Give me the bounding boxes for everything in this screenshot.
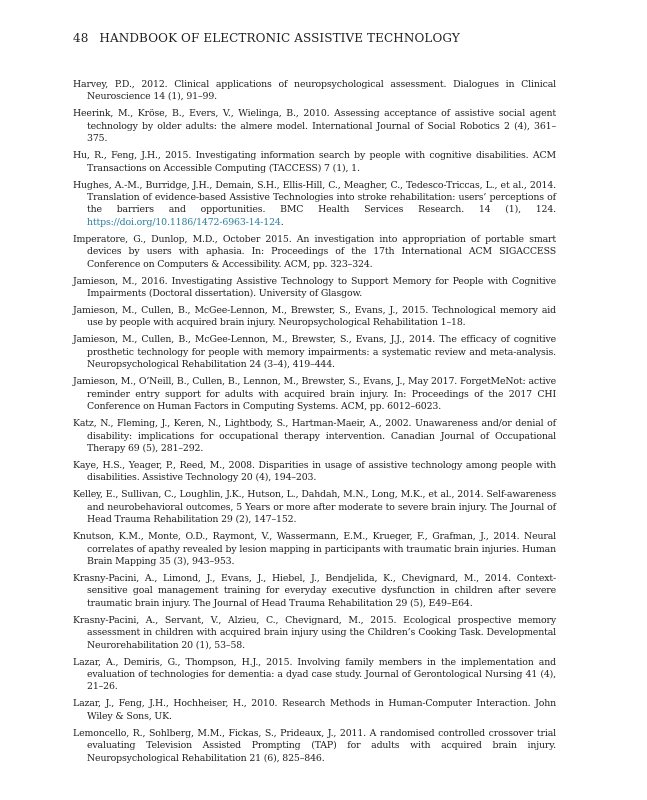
book-title: HANDBOOK OF ELECTRONIC ASSISTIVE TECHNOLOGY (99, 31, 460, 45)
reference-entry (73, 489, 556, 526)
reference-entry (73, 615, 556, 652)
reference-entry (73, 108, 556, 145)
reference-entry (73, 150, 556, 175)
page-number: 48 (73, 31, 89, 45)
reference-entry (73, 460, 556, 485)
reference-entry (73, 531, 556, 568)
reference-entry (73, 376, 556, 413)
reference-list (73, 79, 556, 770)
reference-entry (73, 276, 556, 301)
running-head (73, 31, 460, 45)
reference-entry (73, 728, 556, 765)
reference-entry (73, 180, 556, 230)
reference-entry (73, 698, 556, 723)
reference-text: Krasny-Pacini, A., Servant, V., Alzieu, C., Chevignard, M., 2015. Ecological prospective memory assessment in children with acquired brain injury using the Children’s Cooking Task. Developmental Neurorehabilitation 20 (1), 53–58. (73, 614, 556, 651)
reference-entry (73, 418, 556, 455)
reference-text: Jamieson, M., Cullen, B., McGee-Lennon, M., Brewster, S., Evans, J.J., 2014. The efficacy of cognitive prosthetic technology for people with memory impairments: a systematic review and meta-analysis. Neuropsychological Rehabilitation 24 (3–4), 419–444. (73, 334, 556, 371)
reference-text: Krasny-Pacini, A., Limond, J., Evans, J., Hiebel, J., Bendjelida, K., Chevignard, M., 2014. Context-sensitive goal management training for everyday executive dysfunction in children after severe traumatic brain injury. The Journal of Head Trauma Rehabilitation 29 (5), E49–E64. (73, 572, 556, 609)
reference-text: Lazar, J., Feng, J.H., Hochheiser, H., 2010. Research Methods in Human-Computer Interaction. John Wiley & Sons, UK. (73, 698, 556, 722)
reference-text: Heerink, M., Kröse, B., Evers, V., Wielinga, B., 2010. Assessing acceptance of assistive social agent technology by older adults: the almere model. International Journal of Social Robotics 2 (4), 361–375. (73, 108, 556, 145)
reference-entry (73, 234, 556, 271)
reference-text: Lazar, A., Demiris, G., Thompson, H.J., 2015. Involving family members in the implementation and evaluation of technologies for dementia: a dyad case study. Journal of Gerontological Nursing 41 (4), 21–26. (73, 656, 556, 693)
reference-text: Harvey, P.D., 2012. Clinical applications of neuropsychological assessment. Dialogues in Clinical Neuroscience 14 (1), 91–99. (73, 79, 556, 103)
reference-text: Kaye, H.S., Yeager, P., Reed, M., 2008. Disparities in usage of assistive technology among people with disabilities. Assistive Technology 20 (4), 194–203. (73, 459, 556, 484)
reference-entry (73, 573, 556, 610)
doi-link[interactable]: https://doi.org/10.1186/1472-6963-14-124 (87, 216, 281, 228)
reference-text: Hu, R., Feng, J.H., 2015. Investigating information search by people with cognitive disabilities. ACM Transactions on Accessible Computing (TACCESS) 7 (1), 1. (73, 150, 556, 174)
reference-text: Jamieson, M., O’Neill, B., Cullen, B., Lennon, M., Brewster, S., Evans, J., May 2017. ForgetMeNot: active reminder entry support for adults with acquired brain injury. In: Proceedings of the 2017 CHI Conference on Human Factors in Computing Systems. ACM, pp. 6012–6023. (73, 376, 556, 413)
reference-entry (73, 657, 556, 694)
reference-entry (73, 305, 556, 330)
reference-text: Jamieson, M., 2016. Investigating Assistive Technology to Support Memory for People with Cognitive Impairments (Doctoral dissertation). University of Glasgow. (73, 275, 556, 300)
reference-text: Katz, N., Fleming, J., Keren, N., Lightbody, S., Hartman-Maeir, A., 2002. Unawareness and/or denial of disability: implications for occupational therapy intervention. Canadian Journal of Occupational Therapy 69 (5), 281–292. (73, 418, 556, 454)
reference-text: Lemoncello, R., Sohlberg, M.M., Fickas, S., Prideaux, J., 2011. A randomised controlled crossover trial evaluating Television Assisted Prompting (TAP) for adults with acquired brain injury. Neuropsychological Rehabilitation 21 (6), 825–846. (73, 727, 556, 764)
reference-text: Knutson, K.M., Monte, O.D., Raymont, V., Wassermann, E.M., Krueger, F., Grafman, J., 2014. Neural correlates of apathy revealed by lesion mapping in participants with traumatic brain injuries. Human Brain Mapping 35 (3), 943–953. (73, 531, 556, 567)
reference-trailing-punctuation: . (280, 216, 284, 228)
reference-entry (73, 79, 556, 104)
reference-text: Jamieson, M., Cullen, B., McGee-Lennon, M., Brewster, S., Evans, J., 2015. Technological memory aid use by people with acquired brain injury. Neuropsychological Rehabilitation 1–18. (73, 305, 556, 329)
reference-entry (73, 334, 556, 371)
reference-text: Kelley, E., Sullivan, C., Loughlin, J.K., Hutson, L., Dahdah, M.N., Long, M.K., et al., 2014. Self-awareness and neurobehavioral outcomes, 5 Years or more after moderate to severe brain injury. The Journal of Head Trauma Rehabilitation 29 (2), 147–152. (73, 489, 556, 526)
reference-text: Imperatore, G., Dunlop, M.D., October 2015. An investigation into appropriation of portable smart devices by users with aphasia. In: Proceedings of the 17th International ACM SIGACCESS Conference on Computers & Accessibility. ACM, pp. 323–324. (73, 233, 556, 270)
reference-text: Hughes, A.-M., Burridge, J.H., Demain, S.H., Ellis-Hill, C., Meagher, C., Tedesco-Triccas, L., et al., 2014. Translation of evidence-based Assistive Technologies into stroke rehabilitation: users’ perceptions of the barriers and opportunities. BMC Health Services Research. 14 (1), 124. (73, 179, 556, 216)
